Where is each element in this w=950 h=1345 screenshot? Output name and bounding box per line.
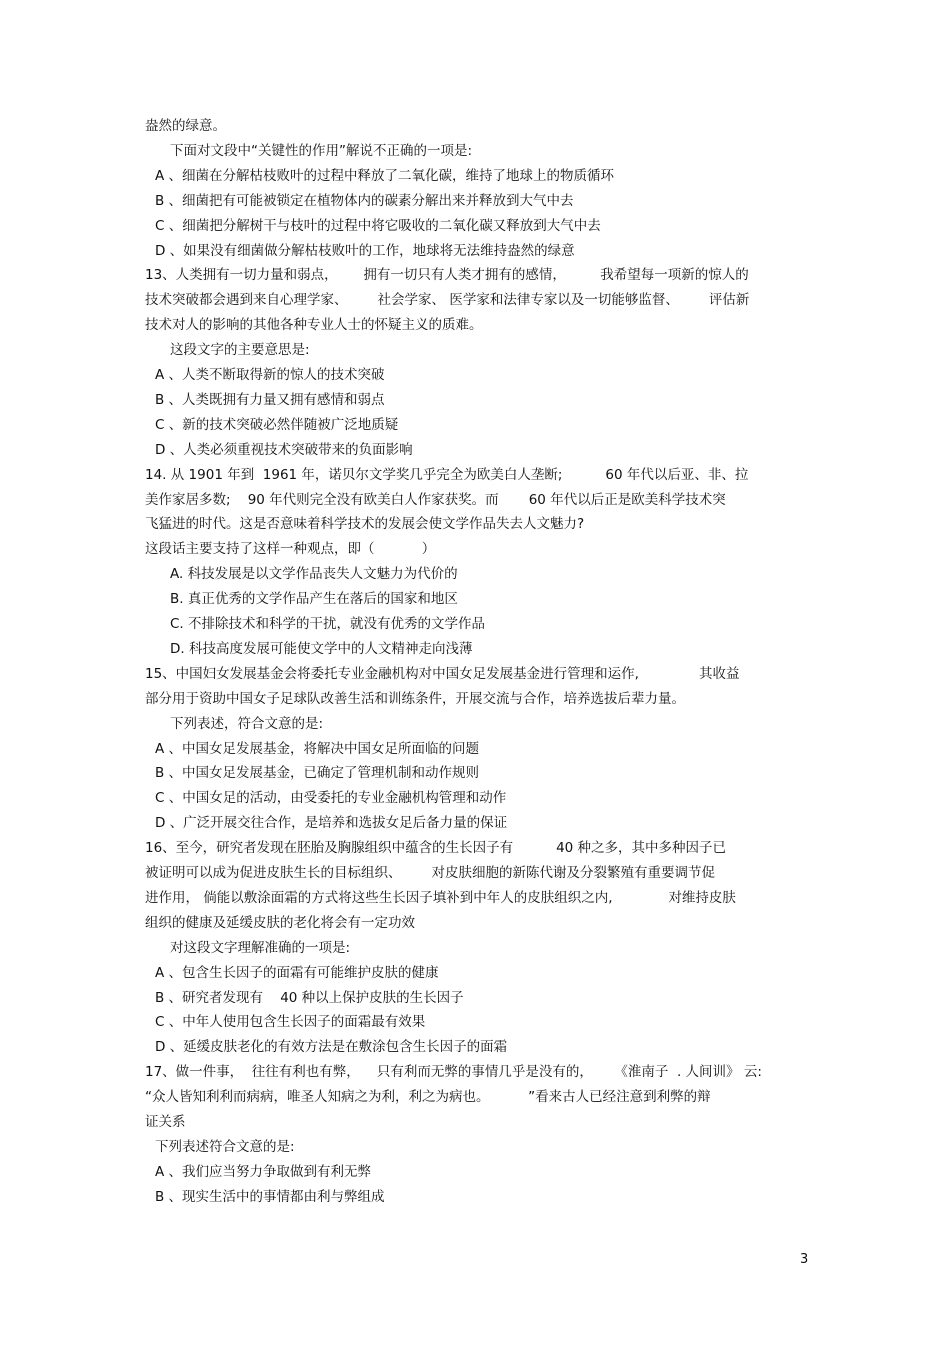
text-line: B 、人类既拥有力量又拥有感情和弱点 — [155, 391, 385, 408]
text-line: C 、细菌把分解树干与枝叶的过程中将它吸收的二氧化碳又释放到大气中去 — [155, 217, 601, 234]
text-line: C 、中年人使用包含生长因子的面霜最有效果 — [155, 1014, 426, 1031]
text-line: 飞猛进的时代。这是否意味着科学技术的发展会使文学作品失去人文魅力? — [145, 516, 585, 533]
text-line: 技术对人的影响的其他各种专业人士的怀疑主义的质难。 — [145, 317, 483, 334]
text-line: “众人皆知利利而病病，唯圣人知病之为利，利之为病也。 ”看来古人已经注意到利弊的辩 — [145, 1089, 711, 1106]
text-line: 14. 从 1901 年到 1961 年，诺贝尔文学奖几乎完全为欧美白人垄断; 60 年代以后亚、非、拉 — [145, 466, 749, 483]
text-line: 17、做一件事， 往往有利也有弊， 只有利而无弊的事情几乎是没有的， 《淮南子 . 人间训》 云: — [145, 1064, 762, 1081]
text-line: 下列表述符合文意的是: — [155, 1138, 295, 1155]
text-line: A 、中国女足发展基金，将解决中国女足所面临的问题 — [155, 740, 480, 757]
page-number: 3 — [800, 1252, 809, 1267]
text-line: B 、中国女足发展基金，已确定了管理机制和动作规则 — [155, 765, 480, 782]
text-line: 组织的健康及延缓皮肤的老化将会有一定功效 — [145, 914, 415, 931]
text-line: D 、延缓皮肤老化的有效方法是在敷涂包含生长因子的面霜 — [155, 1039, 508, 1056]
text-line: 对这段文字理解准确的一项是: — [170, 939, 351, 956]
text-line: A 、包含生长因子的面霜有可能维护皮肤的健康 — [155, 964, 439, 981]
text-line: A 、我们应当努力争取做到有利无弊 — [155, 1163, 372, 1180]
text-line: 13、人类拥有一切力量和弱点， 拥有一切只有人类才拥有的感情， 我希望每一项新的惊人的 — [145, 267, 749, 284]
text-line: D 、人类必须重视技术突破带来的负面影响 — [155, 441, 413, 458]
text-line: 证关系 — [145, 1114, 186, 1130]
text-line: 16、至今，研究者发现在胚胎及胸腺组织中蕴含的生长因子有 40 种之多，其中多种因子已 — [145, 840, 727, 857]
text-line: 进作用， 倘能以敷涂面霜的方式将这些生长因子填补到中年人的皮肤组织之内, 对维持皮肤 — [145, 889, 736, 906]
text-line: A 、人类不断取得新的惊人的技术突破 — [155, 367, 385, 383]
text-line: A. 科技发展是以文学作品丧失人文魅力为代价的 — [170, 566, 458, 583]
text-line: C. 不排除技术和科学的干扰，就没有优秀的文学作品 — [170, 616, 486, 632]
text-line: B. 真正优秀的文学作品产生在落后的国家和地区 — [170, 591, 458, 608]
text-line: 被证明可以成为促进皮肤生长的目标组织、 对皮肤细胞的新陈代谢及分裂繁殖有重要调节促 — [145, 865, 716, 881]
text-line: 这段文字的主要意思是: — [170, 342, 310, 359]
text-line: 盎然的绿意。 — [145, 118, 226, 134]
text-line: 15、中国妇女发展基金会将委托专业金融机构对中国女足发展基金进行管理和运作, 其收益 — [145, 665, 740, 682]
text-line: 美作家居多数; 90 年代则完全没有欧美白人作家获奖。而 60 年代以后正是欧美科学技术突 — [145, 491, 726, 508]
text-line: B 、现实生活中的事情都由利与弊组成 — [155, 1188, 385, 1205]
text-line: C 、中国女足的活动，由受委托的专业金融机构管理和动作 — [155, 790, 507, 807]
text-line: 技术突破都会遇到来自心理学家、 社会学家、 医学家和法律专家以及一切能够监督、 评估新 — [145, 292, 750, 309]
text-line: B 、研究者发现有 40 种以上保护皮肤的生长因子 — [155, 989, 464, 1006]
text-line: 下列表述，符合文意的是: — [170, 715, 324, 732]
text-line: A 、细菌在分解枯枝败叶的过程中释放了二氧化碳，维持了地球上的物质循环 — [155, 167, 615, 184]
text-line: D 、如果没有细菌做分解枯枝败叶的工作，地球将无法维持盎然的绿意 — [155, 242, 575, 259]
text-line: 部分用于资助中国女子足球队改善生活和训练条件，开展交流与合作，培养选拔后辈力量。 — [145, 690, 685, 707]
text-line: 这段话主要支持了这样一种观点，即（ ） — [145, 541, 436, 558]
text-line: 下面对文段中“关键性的作用”解说不正确的一项是: — [170, 142, 473, 159]
text-line: C 、新的技术突破必然伴随被广泛地质疑 — [155, 416, 399, 433]
text-line: D 、广泛开展交往合作，是培养和选拔女足后备力量的保证 — [155, 815, 508, 832]
text-line: D. 科技高度发展可能使文学中的人文精神走向浅薄 — [170, 640, 473, 657]
text-line: B 、细菌把有可能被锁定在植物体内的碳素分解出来并释放到大气中去 — [155, 192, 574, 209]
